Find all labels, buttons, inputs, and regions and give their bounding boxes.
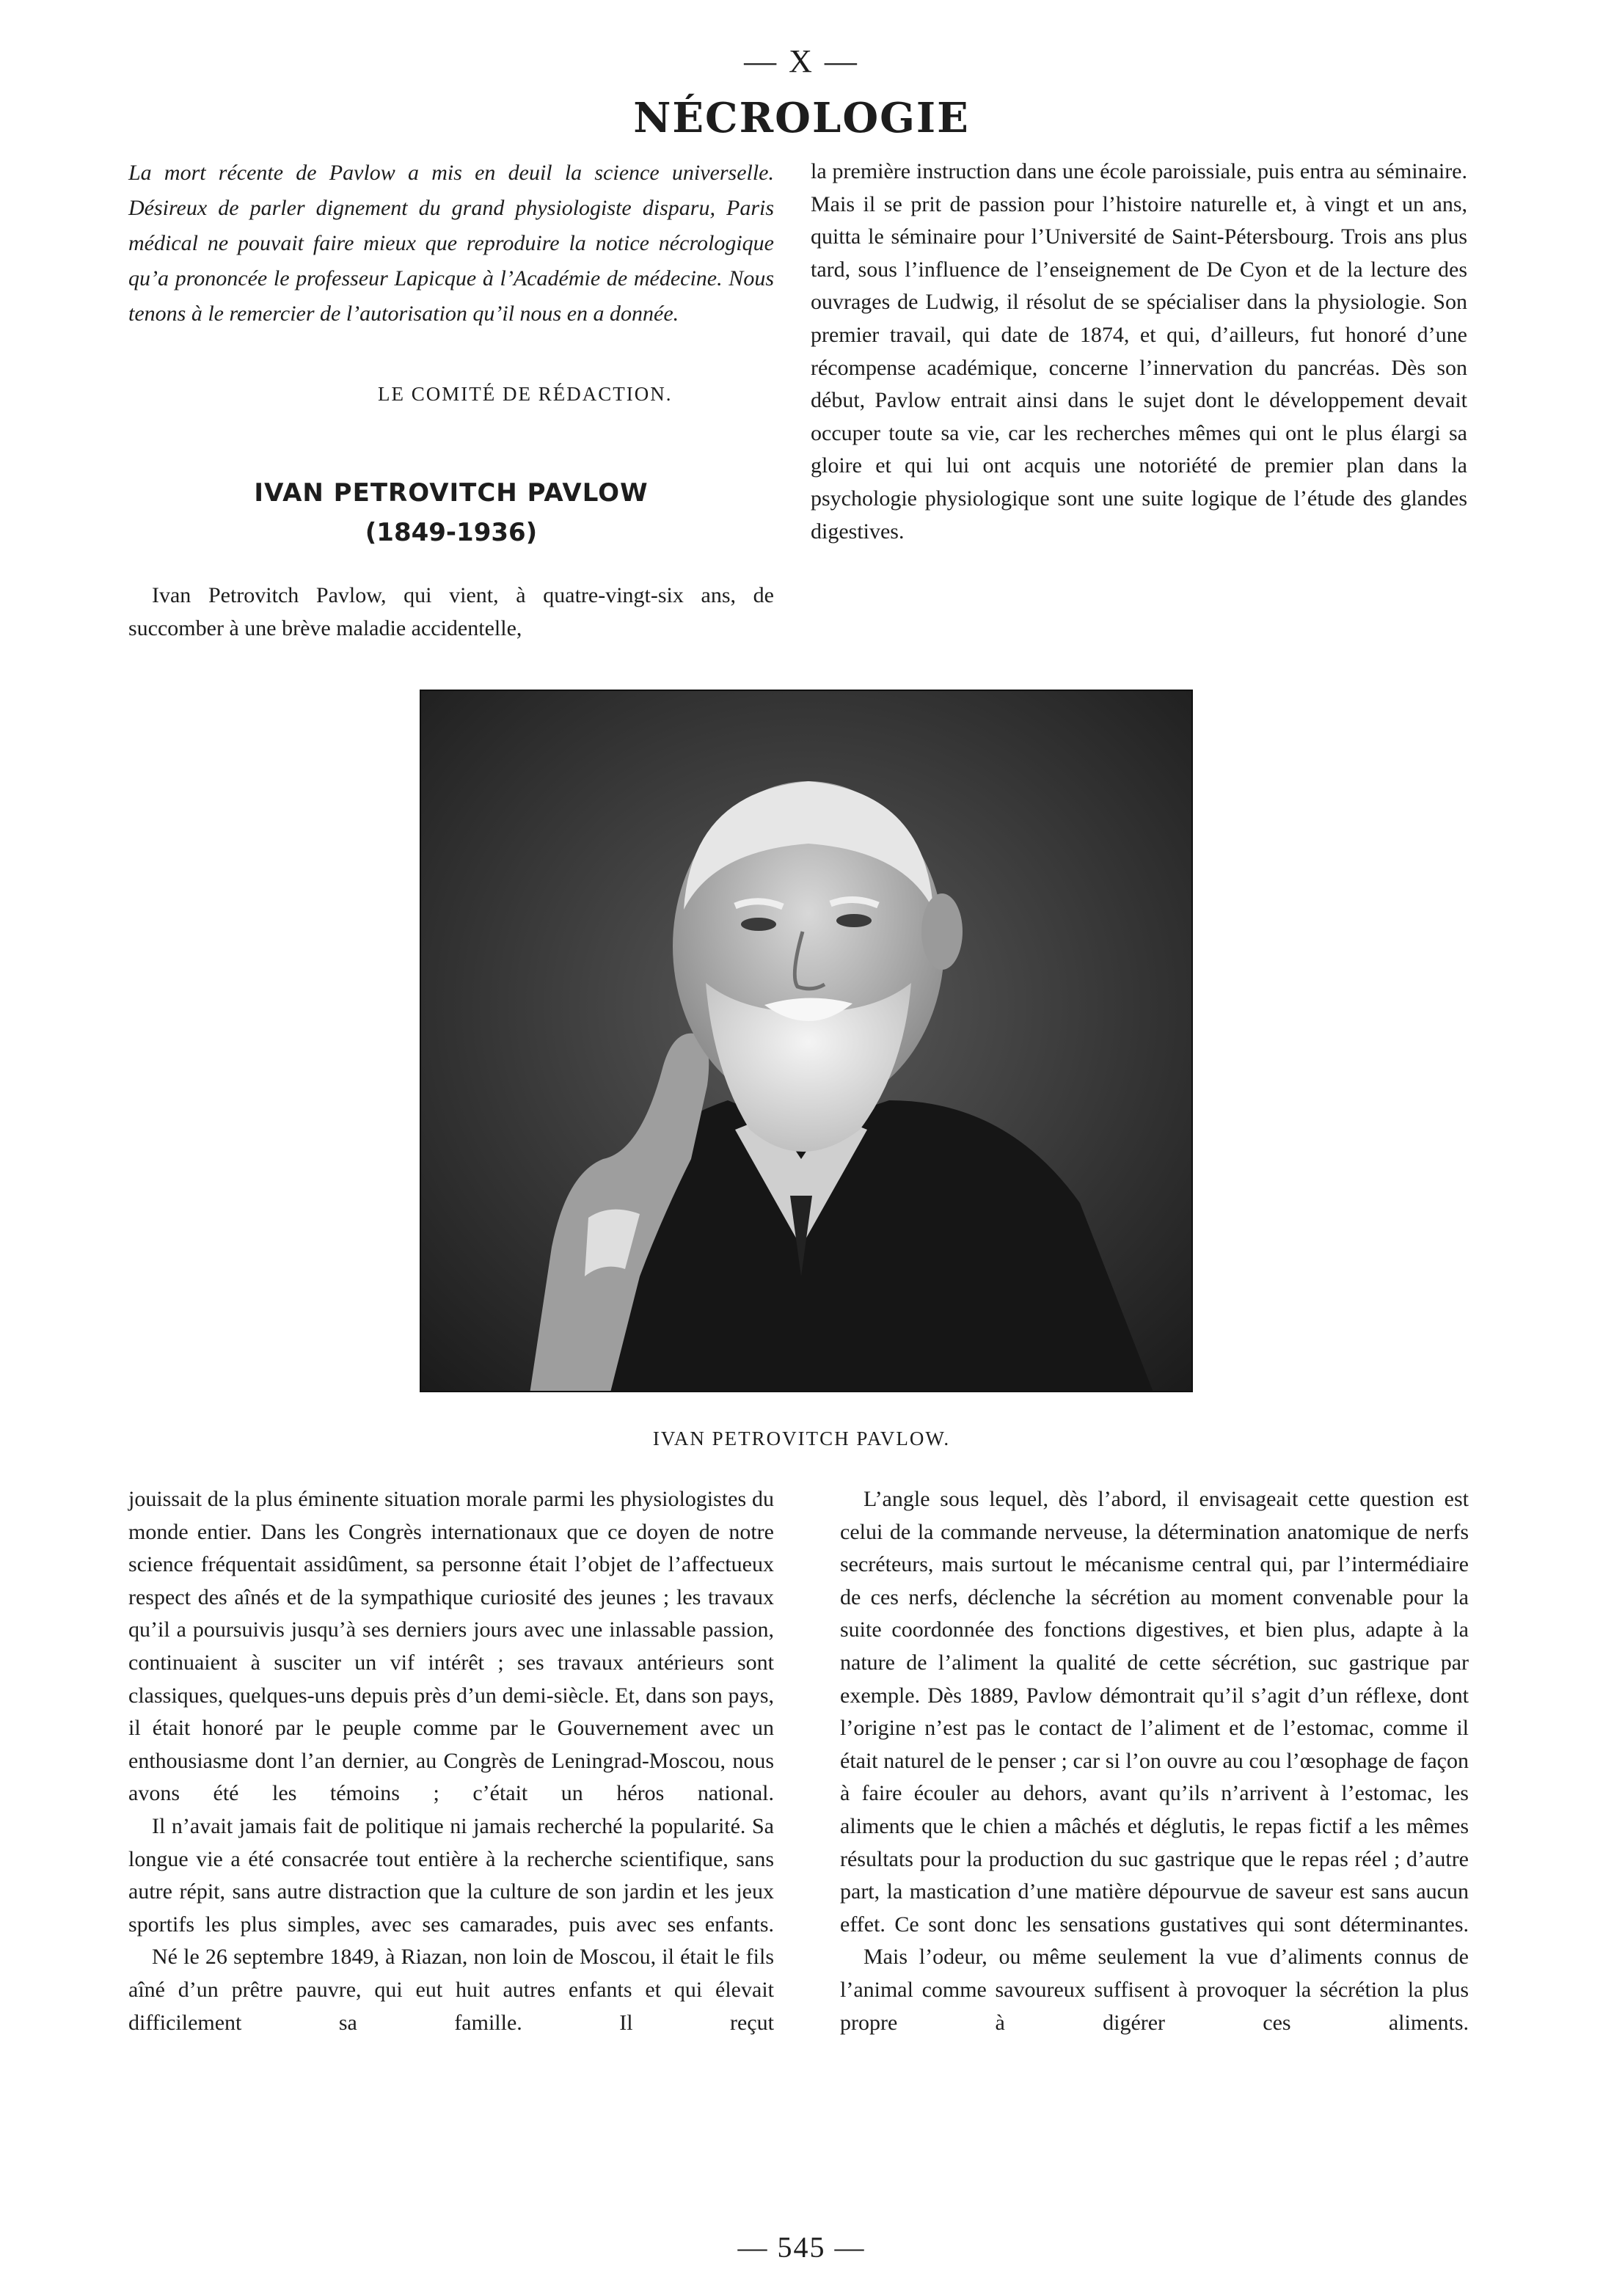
paragraph: Mais l’odeur, ou même seulement la vue d’aliments connus de l’animal comme savoureux suffisent à provoquer la sécrétion la plus propre à digérer ces aliments. <box>840 1945 1469 2035</box>
page-number: — 545 — <box>737 2231 866 2264</box>
paragraph: jouissait de la plus éminente situation morale parmi les physiologistes du monde entier. Dans les Congrès internationaux que ce doyen de notre science fréquentait assidûment, sa personne était l’objet de l’affectueux respect des aînés et de la sympathique curiosité des jeunes ; les travaux qu’il a poursuivis jusqu’à ses derniers jours avec une inlassable passion, continuaient à susciter un vif intérêt ; ses travaux antérieurs sont classiques, quelques-uns depuis près d’un demi-siècle. Et, dans son pays, il était honoré par le peuple comme par le Gouvernement avec un enthousiasme dont l’an dernier, au Congrès de Leningrad-Moscou, nous avons été les témoins ; c’était un héros national. <box>128 1487 774 1806</box>
lead-paragraph: Ivan Petrovitch Pavlow, qui vient, à quatre-vingt-six ans, de succomber à une brève maladie accidentelle, <box>128 583 774 640</box>
article-lead-column <box>128 580 774 645</box>
editorial-note: La mort récente de Pavlow a mis en deuil la science universelle. Désireux de parler dignement du grand physiologiste disparu, Paris médical ne pouvait faire mieux que reproduire la notice nécrologique qu’a prononcée le professeur Lapicque à l’Académie de médecine. Nous tenons à le remercier de l’autorisation qu’il nous en a donnée. <box>128 161 774 326</box>
article-top-right-column <box>811 156 1467 548</box>
paragraph: Il n’avait jamais fait de politique ni jamais recherché la popularité. Sa longue vie a été consacrée tout entière à la recherche scientifique, sans autre répit, sans autre distraction que la culture de son jardin et les jeux sportifs les plus simples, avec ses camarades, puis avec ses enfants. <box>128 1813 774 1937</box>
paragraph: L’angle sous lequel, dès l’abord, il envisageait cette question est celui de la commande nerveuse, la détermination anatomique de nerfs secréteurs, mais surtout le mécanisme central qui, par l’intermédiaire de ces nerfs, déclenche la sécrétion au moment convenable pour la suite coordonnée des fonctions digestives, et bien plus, adapte à la nature de l’aliment la qualité de cette sécrétion, suc gastrique par exemple. Dès 1889, Pavlow démontrait qu’il s’agit d’un réflexe, dont l’origine n’est pas le contact de l’aliment et de l’estomac, comme il était naturel de le penser ; car si l’on ouvre au cou l’œsophage de façon à faire écouler au dehors, avant qu’ils n’arrivent à l’estomac, les aliments que le chien a mâchés et déglutis, le repas fictif a les mêmes résultats pour la production du suc gastrique que le repas réel ; d’autre part, la mastication d’une matière dépourvue de saveur est sans aucun effet. Ce sont donc les sensations gustatives qui sont déterminantes. <box>840 1487 1469 1937</box>
editorial-signature: LE COMITÉ DE RÉDACTION. <box>378 383 673 405</box>
page-heading: NÉCROLOGIE <box>633 94 970 142</box>
article-bottom-right-column <box>840 1483 1469 2039</box>
article-dates: (1849-1936) <box>365 518 538 547</box>
portrait-photo <box>420 690 1193 1392</box>
photo-caption: IVAN PETROVITCH PAVLOW. <box>652 1427 951 1449</box>
article-bottom-left-column <box>128 1483 774 2039</box>
section-number: — X — <box>744 43 859 79</box>
paragraph: Né le 26 septembre 1849, à Riazan, non loin de Moscou, il était le fils aîné d’un prêtre pauvre, qui eut huit autres enfants et qui élevait difficilement sa famille. Il reçut <box>128 1945 774 2035</box>
article-title: IVAN PETROVITCH PAVLOW <box>254 478 649 508</box>
top-right-paragraph: la première instruction dans une école paroissiale, puis entra au séminaire. Mais il se prit de passion pour l’histoire naturelle et, à vingt et un ans, quitta le séminaire pour l’Université de Saint-Pétersbourg. Trois ans plus tard, sous l’influence de l’enseignement de De Cyon et de la lecture des ouvrages de Ludwig, il résolut de se spécialiser dans la physiologie. Son premier travail, qui date de 1874, et qui, d’ailleurs, fut honoré d’une récompense académique, concerne l’innervation du pancréas. Dès son début, Pavlow entrait ainsi dans le sujet dont le développement devait occuper toute sa vie, car les recherches mêmes qui ont le plus élargi sa gloire et qui lui ont acquis une notoriété de premier plan dans la psychologie physiologique sont une suite logique de l’étude des glandes digestives. <box>811 159 1467 544</box>
